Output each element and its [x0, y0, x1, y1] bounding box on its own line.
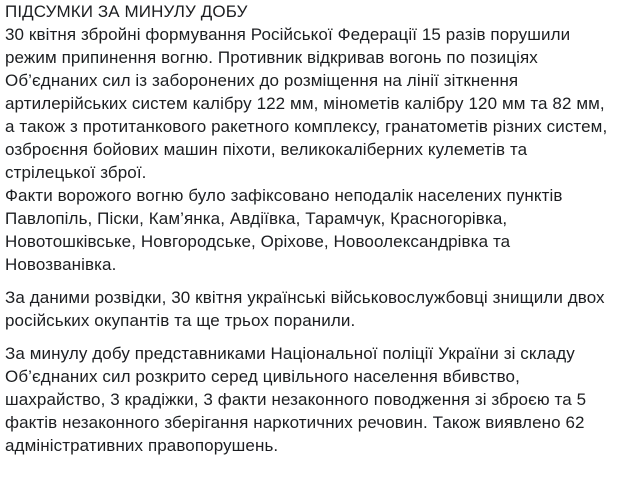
post-paragraph-police: За минулу добу представниками Національної поліції України зі складу Об’єднаних сил розкрито серед цивільного населення вбивство, шахрайство, 3 крадіжки, 3 факти незаконного поводження зі зброєю та 5 фактів незаконного зберігання наркотичних речовин. Також виявлено 62 адміністративних правопорушень. [5, 344, 587, 455]
post-body [5, 0, 617, 457]
post-paragraph-ceasefire-violations: 30 квітня збройні формування Російської Федерації 15 разів порушили режим припинення вогню. Противник відкривав вогонь по позиціях Об’єднаних сил із заборонених до розміщення на лінії зіткнення артилерійських систем калібру 122 мм, мінометів калібру 120 мм та 82 мм, а також з протитанкового ракетного комплексу, гранатометів різних систем, озброєння бойових машин піхоти, великокаліберних кулеметів та стрілецької зброї. [5, 25, 608, 182]
post-paragraph-intelligence: За даними розвідки, 30 квітня українські військовослужбовці знищили двох російських окупантів та ще трьох поранили. [5, 288, 605, 330]
post-heading: ПІДСУМКИ ЗА МИНУЛУ ДОБУ [5, 2, 248, 21]
post-paragraph-settlements: Факти ворожого вогню було зафіксовано неподалік населених пунктів Павлопіль, Піски, Кам’янка, Авдіївка, Тарамчук, Красногорівка, Новотошківське, Новгородське, Оріхове, Новоолександрівка та Новозванівка. [5, 186, 563, 274]
